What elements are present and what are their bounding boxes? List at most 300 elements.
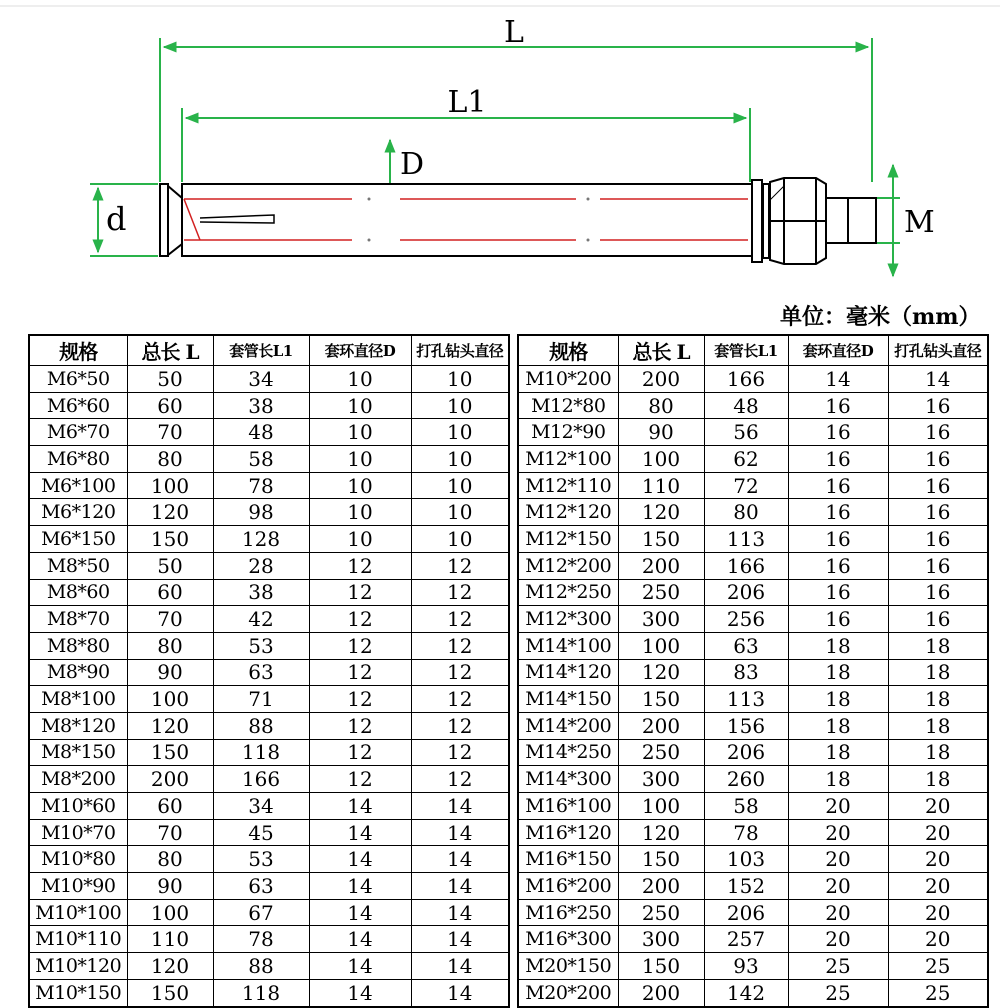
cell-total-length: 80 [618,392,704,419]
cell-drill-diameter: 12 [411,739,509,766]
cell-ring-diameter: 20 [788,899,888,926]
cell-ring-diameter: 10 [309,419,411,446]
cell-ring-diameter: 10 [309,526,411,553]
cell-drill-diameter: 20 [888,926,988,953]
cell-drill-diameter: 25 [888,979,988,1006]
cell-spec: M10*90 [29,873,127,900]
cell-drill-diameter: 10 [411,366,509,393]
cell-sleeve-length: 58 [704,793,788,820]
cell-drill-diameter: 25 [888,953,988,980]
cell-drill-diameter: 16 [888,419,988,446]
cell-drill-diameter: 12 [411,686,509,713]
cell-total-length: 200 [127,766,213,793]
table-row [518,392,988,419]
cell-spec: M6*120 [29,499,127,526]
table-row [518,606,988,633]
cell-total-length: 90 [618,419,704,446]
header-drill-diameter: 打孔钻头直径 [888,335,988,366]
table-row [518,659,988,686]
cell-sleeve-length: 45 [213,819,309,846]
cell-total-length: 200 [618,979,704,1006]
cell-spec: M8*100 [29,686,127,713]
cell-total-length: 110 [127,926,213,953]
cell-spec: M6*150 [29,526,127,553]
cell-sleeve-length: 53 [213,846,309,873]
cell-spec: M16*120 [518,819,618,846]
cell-total-length: 50 [127,366,213,393]
table-row [518,766,988,793]
cell-total-length: 50 [127,552,213,579]
cell-drill-diameter: 10 [411,526,509,553]
cell-total-length: 200 [618,712,704,739]
cell-spec: M14*150 [518,686,618,713]
cell-spec: M6*100 [29,472,127,499]
cell-spec: M14*250 [518,739,618,766]
cell-total-length: 200 [618,552,704,579]
anchor-bolt-diagram [0,0,1000,300]
cell-sleeve-length: 38 [213,579,309,606]
cell-drill-diameter: 14 [411,846,509,873]
cell-total-length: 150 [127,739,213,766]
cell-total-length: 70 [127,819,213,846]
cell-drill-diameter: 14 [888,366,988,393]
cell-spec: M12*150 [518,526,618,553]
cell-spec: M10*150 [29,979,127,1006]
cell-drill-diameter: 12 [411,712,509,739]
cell-drill-diameter: 10 [411,499,509,526]
cell-spec: M12*120 [518,499,618,526]
cell-ring-diameter: 16 [788,392,888,419]
cell-drill-diameter: 14 [411,926,509,953]
cell-ring-diameter: 16 [788,526,888,553]
cell-sleeve-length: 48 [213,419,309,446]
cell-total-length: 120 [127,712,213,739]
cell-spec: M10*200 [518,366,618,393]
cell-spec: M14*200 [518,712,618,739]
cell-total-length: 100 [127,899,213,926]
cell-spec: M8*120 [29,712,127,739]
cell-total-length: 90 [127,873,213,900]
cell-ring-diameter: 18 [788,686,888,713]
cell-ring-diameter: 18 [788,712,888,739]
cell-spec: M12*250 [518,579,618,606]
cell-sleeve-length: 72 [704,472,788,499]
cell-total-length: 120 [127,499,213,526]
table-row [29,659,509,686]
cell-total-length: 60 [127,392,213,419]
cell-drill-diameter: 20 [888,793,988,820]
cell-sleeve-length: 103 [704,846,788,873]
cell-sleeve-length: 142 [704,979,788,1006]
header-total-length: 总长 L [127,335,213,366]
cell-spec: M8*60 [29,579,127,606]
cell-spec: M14*300 [518,766,618,793]
header-ring-diameter: 套环直径D [788,335,888,366]
table-row [29,419,509,446]
table-row [518,419,988,446]
cell-drill-diameter: 14 [411,899,509,926]
cell-sleeve-length: 42 [213,606,309,633]
cell-drill-diameter: 20 [888,846,988,873]
cell-sleeve-length: 67 [213,899,309,926]
cell-ring-diameter: 18 [788,632,888,659]
cell-sleeve-length: 256 [704,606,788,633]
table-row [29,686,509,713]
cell-sleeve-length: 206 [704,579,788,606]
cell-ring-diameter: 18 [788,766,888,793]
cell-drill-diameter: 12 [411,766,509,793]
cell-ring-diameter: 12 [309,632,411,659]
cell-spec: M10*110 [29,926,127,953]
cell-total-length: 70 [127,419,213,446]
label-L: L [504,15,524,50]
bolt-body [160,178,876,264]
table-row [518,979,988,1006]
cell-drill-diameter: 12 [411,606,509,633]
cell-spec: M10*60 [29,793,127,820]
cell-drill-diameter: 14 [411,793,509,820]
table-row [29,632,509,659]
cell-drill-diameter: 16 [888,392,988,419]
cell-sleeve-length: 166 [213,766,309,793]
table-row [29,446,509,473]
cell-total-length: 80 [127,446,213,473]
cell-sleeve-length: 62 [704,446,788,473]
cell-drill-diameter: 16 [888,606,988,633]
cell-drill-diameter: 16 [888,499,988,526]
header-total-length: 总长 L [618,335,704,366]
table-row [29,552,509,579]
table-row [518,819,988,846]
cell-drill-diameter: 10 [411,392,509,419]
cell-sleeve-length: 88 [213,953,309,980]
cell-ring-diameter: 16 [788,472,888,499]
table-row [29,846,509,873]
cell-spec: M12*200 [518,552,618,579]
cell-drill-diameter: 14 [411,819,509,846]
cell-total-length: 100 [618,793,704,820]
cell-total-length: 100 [618,632,704,659]
cell-spec: M8*70 [29,606,127,633]
header-spec: 规格 [29,335,127,366]
cell-sleeve-length: 88 [213,712,309,739]
table-row [518,366,988,393]
cell-total-length: 200 [618,366,704,393]
cell-sleeve-length: 166 [704,366,788,393]
table-row [518,446,988,473]
cell-sleeve-length: 58 [213,446,309,473]
cell-drill-diameter: 10 [411,446,509,473]
cell-sleeve-length: 63 [213,659,309,686]
cell-ring-diameter: 20 [788,793,888,820]
header-ring-diameter: 套环直径D [309,335,411,366]
cell-ring-diameter: 10 [309,499,411,526]
cell-sleeve-length: 206 [704,899,788,926]
cell-ring-diameter: 25 [788,979,888,1006]
cell-sleeve-length: 156 [704,712,788,739]
cell-ring-diameter: 16 [788,446,888,473]
cell-ring-diameter: 14 [309,979,411,1006]
cell-sleeve-length: 98 [213,499,309,526]
cell-spec: M16*300 [518,926,618,953]
cell-ring-diameter: 20 [788,819,888,846]
cell-spec: M14*120 [518,659,618,686]
cell-sleeve-length: 152 [704,873,788,900]
cell-total-length: 300 [618,766,704,793]
cell-spec: M10*80 [29,846,127,873]
cell-sleeve-length: 78 [213,472,309,499]
cell-sleeve-length: 260 [704,766,788,793]
table-header-row [29,335,509,366]
cell-spec: M12*80 [518,392,618,419]
cell-spec: M16*150 [518,846,618,873]
cell-drill-diameter: 20 [888,873,988,900]
cell-drill-diameter: 12 [411,579,509,606]
cell-ring-diameter: 16 [788,606,888,633]
cell-spec: M12*90 [518,419,618,446]
table-row [29,712,509,739]
cell-spec: M6*60 [29,392,127,419]
cell-ring-diameter: 16 [788,552,888,579]
label-d: d [106,200,127,238]
table-row [518,712,988,739]
cell-spec: M8*50 [29,552,127,579]
cell-ring-diameter: 16 [788,499,888,526]
cell-total-length: 80 [127,632,213,659]
cell-ring-diameter: 20 [788,846,888,873]
cell-total-length: 300 [618,606,704,633]
table-row [29,766,509,793]
cell-drill-diameter: 16 [888,472,988,499]
cell-spec: M8*80 [29,632,127,659]
cell-drill-diameter: 16 [888,579,988,606]
cell-ring-diameter: 16 [788,419,888,446]
cell-drill-diameter: 18 [888,739,988,766]
cell-spec: M10*120 [29,953,127,980]
cell-sleeve-length: 53 [213,632,309,659]
cell-ring-diameter: 14 [309,873,411,900]
cell-sleeve-length: 56 [704,419,788,446]
table-row [29,392,509,419]
cell-sleeve-length: 93 [704,953,788,980]
table-row [29,499,509,526]
table-row [518,739,988,766]
cell-sleeve-length: 28 [213,552,309,579]
cell-sleeve-length: 71 [213,686,309,713]
cell-spec: M12*110 [518,472,618,499]
spec-table-right [517,334,989,1008]
cell-ring-diameter: 12 [309,552,411,579]
table-row [518,579,988,606]
table-row [518,552,988,579]
cell-ring-diameter: 12 [309,766,411,793]
cell-drill-diameter: 18 [888,632,988,659]
cell-ring-diameter: 12 [309,659,411,686]
cell-sleeve-length: 113 [704,526,788,553]
cell-total-length: 150 [127,979,213,1006]
cell-drill-diameter: 16 [888,552,988,579]
cell-total-length: 100 [127,686,213,713]
cell-spec: M16*250 [518,899,618,926]
cell-drill-diameter: 16 [888,446,988,473]
cell-ring-diameter: 14 [309,899,411,926]
cell-total-length: 300 [618,926,704,953]
header-sleeve-length: 套管长L1 [213,335,309,366]
cell-ring-diameter: 18 [788,739,888,766]
cell-total-length: 110 [618,472,704,499]
cell-spec: M10*70 [29,819,127,846]
cell-ring-diameter: 10 [309,472,411,499]
cell-total-length: 60 [127,579,213,606]
cell-spec: M6*80 [29,446,127,473]
table-row [518,926,988,953]
cell-total-length: 90 [127,659,213,686]
table-row [29,472,509,499]
cell-drill-diameter: 12 [411,632,509,659]
cell-spec: M6*70 [29,419,127,446]
cell-sleeve-length: 166 [704,552,788,579]
label-L1: L1 [447,85,487,120]
table-row [29,953,509,980]
header-spec: 规格 [518,335,618,366]
table-row [29,526,509,553]
cell-spec: M16*100 [518,793,618,820]
cell-sleeve-length: 128 [213,526,309,553]
cell-ring-diameter: 14 [309,953,411,980]
cell-total-length: 250 [618,739,704,766]
cell-ring-diameter: 10 [309,392,411,419]
cell-spec: M8*150 [29,739,127,766]
cell-drill-diameter: 12 [411,659,509,686]
cell-ring-diameter: 14 [309,846,411,873]
cell-drill-diameter: 10 [411,419,509,446]
cell-sleeve-length: 34 [213,366,309,393]
cell-drill-diameter: 10 [411,472,509,499]
cell-sleeve-length: 63 [213,873,309,900]
cell-spec: M12*300 [518,606,618,633]
cell-drill-diameter: 14 [411,953,509,980]
cell-total-length: 250 [618,899,704,926]
header-sleeve-length: 套管长L1 [704,335,788,366]
table-row [29,366,509,393]
table-row [518,526,988,553]
cell-total-length: 120 [618,499,704,526]
table-row [29,579,509,606]
cell-ring-diameter: 18 [788,659,888,686]
table-row [518,472,988,499]
cell-drill-diameter: 16 [888,526,988,553]
cell-sleeve-length: 83 [704,659,788,686]
cell-sleeve-length: 113 [704,686,788,713]
cell-total-length: 120 [618,659,704,686]
cell-sleeve-length: 63 [704,632,788,659]
table-row [29,979,509,1006]
table-row [518,846,988,873]
table-row [29,739,509,766]
cell-ring-diameter: 12 [309,739,411,766]
unit-label: 单位：毫米（mm） [780,304,981,330]
cell-drill-diameter: 14 [411,979,509,1006]
cell-drill-diameter: 18 [888,686,988,713]
table-row [518,793,988,820]
cell-ring-diameter: 12 [309,579,411,606]
cell-drill-diameter: 18 [888,659,988,686]
cell-ring-diameter: 10 [309,366,411,393]
cell-sleeve-length: 118 [213,739,309,766]
table-row [29,819,509,846]
cell-sleeve-length: 118 [213,979,309,1006]
cell-ring-diameter: 14 [309,793,411,820]
cell-ring-diameter: 10 [309,446,411,473]
cell-drill-diameter: 18 [888,766,988,793]
cell-spec: M20*200 [518,979,618,1006]
spec-table-left [28,334,510,1008]
cell-ring-diameter: 14 [309,819,411,846]
cell-total-length: 120 [127,953,213,980]
cell-ring-diameter: 12 [309,686,411,713]
cell-total-length: 70 [127,606,213,633]
cell-spec: M20*150 [518,953,618,980]
table-header-row [518,335,988,366]
cell-total-length: 150 [618,686,704,713]
table-row [518,686,988,713]
cell-total-length: 200 [618,873,704,900]
cell-total-length: 80 [127,846,213,873]
cell-drill-diameter: 20 [888,819,988,846]
cell-ring-diameter: 14 [309,926,411,953]
cell-ring-diameter: 25 [788,953,888,980]
cell-total-length: 250 [618,579,704,606]
cell-total-length: 150 [127,526,213,553]
cell-drill-diameter: 12 [411,552,509,579]
cell-spec: M16*200 [518,873,618,900]
cell-spec: M12*100 [518,446,618,473]
cell-sleeve-length: 257 [704,926,788,953]
table-row [29,873,509,900]
cell-sleeve-length: 206 [704,739,788,766]
cell-total-length: 150 [618,526,704,553]
cell-total-length: 150 [618,846,704,873]
cell-drill-diameter: 14 [411,873,509,900]
cell-spec: M8*200 [29,766,127,793]
cell-spec: M10*100 [29,899,127,926]
table-row [518,632,988,659]
cell-total-length: 120 [618,819,704,846]
cell-spec: M6*50 [29,366,127,393]
table-row [29,899,509,926]
cell-spec: M8*90 [29,659,127,686]
cell-sleeve-length: 80 [704,499,788,526]
cell-sleeve-length: 78 [213,926,309,953]
table-row [29,926,509,953]
cell-ring-diameter: 14 [788,366,888,393]
table-row [518,873,988,900]
cell-sleeve-length: 78 [704,819,788,846]
cell-ring-diameter: 20 [788,873,888,900]
cell-total-length: 100 [127,472,213,499]
cell-drill-diameter: 20 [888,899,988,926]
cell-ring-diameter: 12 [309,712,411,739]
table-row [29,606,509,633]
table-row [518,899,988,926]
cell-ring-diameter: 16 [788,579,888,606]
table-row [518,953,988,980]
cell-sleeve-length: 48 [704,392,788,419]
header-drill-diameter: 打孔钻头直径 [411,335,509,366]
table-row [518,499,988,526]
cell-total-length: 150 [618,953,704,980]
cell-ring-diameter: 12 [309,606,411,633]
